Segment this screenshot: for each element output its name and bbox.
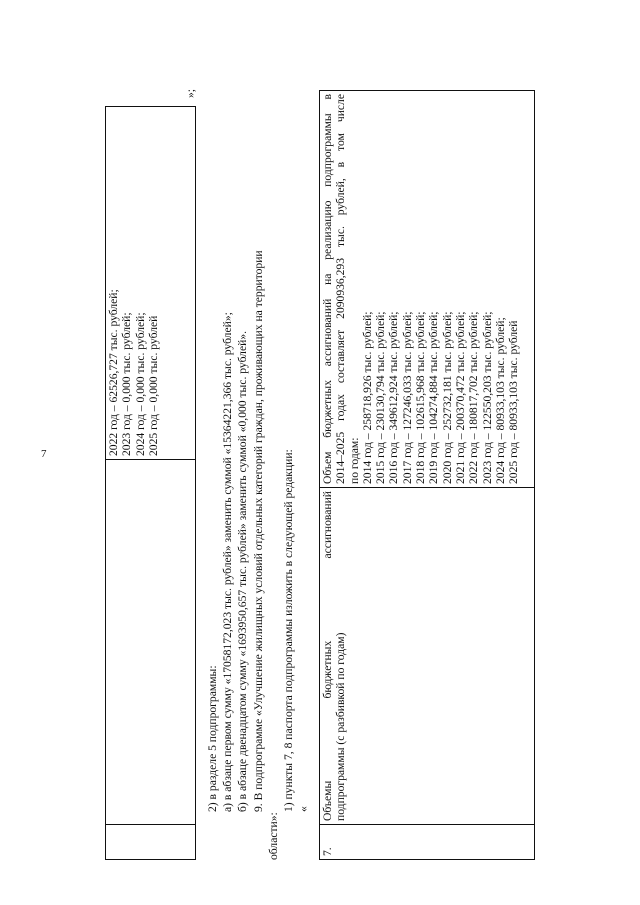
bottom-table-number-cell: 7. — [320, 825, 535, 860]
paragraph-item-a: а) в абзаце первом сумму «17058172,023 тыс. рублей» заменить суммой «15364221,366 тыс. рублей»; — [221, 312, 234, 812]
page-number: 7 — [41, 448, 47, 460]
paragraph-item-9: 9. В подпрограмме «Улучшение жилищных условий отдельных категорий граждан, проживающих на территории — [252, 250, 265, 812]
bottom-table — [319, 90, 535, 860]
bottom-table-year-line: 2014 год – 258718,926 тыс. рублей; — [360, 311, 374, 484]
bottom-table-label-line2: подпрограммы (с разбивкой по годам) — [334, 632, 348, 821]
paragraph-section5: 2) в разделе 5 подпрограммы: — [206, 665, 219, 812]
paragraph-item-b: б) в абзаце двенадцатом сумму «1693950,657 тыс. рублей» заменить суммой «0,000 тыс. рублей». — [236, 330, 249, 812]
bottom-table-year-line: 2022 год – 180817,702 тыс. рублей; — [467, 311, 481, 484]
bottom-table-year-line: 2019 год – 104274,884 тыс. рублей; — [427, 311, 441, 484]
bottom-table-year-line: 2015 год – 230130,794 тыс. рублей; — [374, 311, 388, 484]
top-table-line: 2022 год – 62526,727 тыс. рублей; — [107, 289, 120, 456]
bottom-table-year-line: 2017 год – 127246,033 тыс. рублей; — [400, 311, 414, 484]
paragraph-item-9-continued: области»: — [267, 812, 280, 860]
bottom-table-intro-line: Объем бюджетных ассигнований на реализацию подпрограммы в — [321, 94, 334, 484]
top-table-line: 2025 год – 0,000 тыс. рублей — [146, 315, 160, 456]
bottom-table-values-cell — [320, 91, 535, 488]
top-table-line: 2023 год – 0,000 тыс. рублей; — [120, 312, 134, 456]
bottom-table-year-line: 2025 год – 80933,103 тыс. рублей — [507, 320, 521, 484]
bottom-table-year-line: 2018 год – 102615,968 тыс. рублей; — [414, 311, 428, 484]
paragraph-item-1: 1) пункты 7, 8 паспорта подпрограммы изложить в следующей редакции: — [282, 449, 295, 812]
top-table-line: 2024 год – 0,000 тыс. рублей; — [133, 312, 147, 456]
bottom-table-intro-line: 2014–2025 годах составляет 2090936,293 тыс. рублей, в том числе — [334, 94, 348, 484]
rotated-document-content — [105, 5, 535, 860]
top-table-number-cell — [106, 825, 196, 860]
top-table — [105, 106, 196, 860]
top-table-label-cell — [106, 460, 196, 825]
bottom-table-year-line: 2016 год – 349612,924 тыс. рублей; — [387, 311, 401, 484]
bottom-table-label-line1: Объемы бюджетных ассигнований — [321, 491, 334, 821]
bottom-table-label-cell — [320, 488, 535, 825]
bottom-table-year-line: 2021 год – 200370,472 тыс. рублей; — [453, 311, 467, 484]
closing-quote: »; — [184, 88, 197, 98]
bottom-table-intro-line: по годам: — [347, 437, 361, 484]
opening-quote: « — [297, 806, 310, 812]
bottom-table-year-line: 2020 год – 252732,181 тыс. рублей; — [440, 311, 454, 484]
bottom-table-year-line: 2024 год – 80933,103 тыс. рублей; — [493, 317, 507, 484]
bottom-table-year-line: 2023 год – 122550,203 тыс. рублей; — [480, 311, 494, 484]
top-table-values-cell — [106, 107, 196, 460]
